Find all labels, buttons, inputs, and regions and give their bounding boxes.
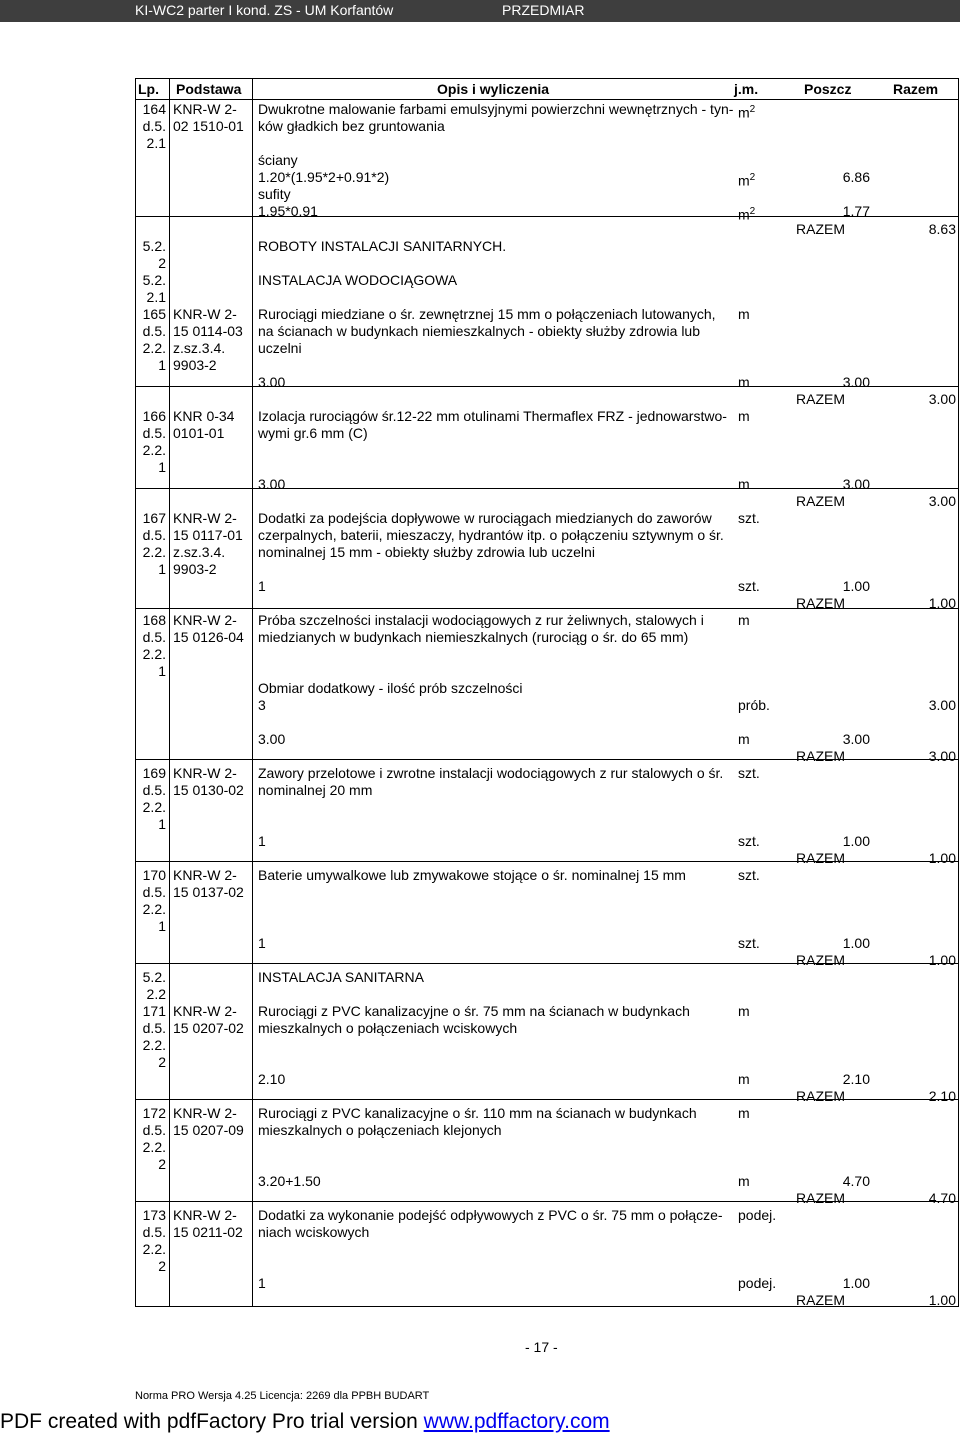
text-line: z.sz.3.4. (173, 340, 226, 356)
calc-unit: szt. (738, 935, 760, 951)
text-line: d.5. (142, 782, 166, 798)
text-line: Baterie umywalkowe lub zmywakowe stojące o śr. nominalnej 15 mm (258, 867, 686, 883)
text-line: 15 0117-01 (173, 527, 243, 543)
text-line: d.5. (142, 884, 166, 900)
razem-label: RAZEM (796, 391, 845, 407)
calc-unit: m (738, 731, 750, 747)
razem-value: 1.00 (928, 850, 956, 866)
calc-value: 1.00 (842, 578, 870, 594)
calc-lines (258, 152, 389, 220)
col-header-lp: Lp. (138, 81, 159, 97)
text-line: mieszkalnych o połączeniach wciskowych (258, 1020, 518, 1036)
document-type: PRZEDMIAR (502, 2, 585, 18)
text-line: KNR-W 2- (173, 510, 237, 526)
razem-label: RAZEM (796, 493, 845, 509)
text-line: Rurociągi miedziane o śr. zewnętrznej 15 mm o połączeniach lutowanych, (258, 306, 716, 322)
text-line: 165 (142, 306, 166, 322)
text-line: nominalnej 15 mm - obiekty służby zdrowia lub uczelni (258, 544, 595, 560)
calc-unit: podej. (738, 1275, 777, 1291)
text-line: 2 (158, 1156, 166, 1172)
calc-value: 4.70 (842, 1173, 870, 1189)
calc-unit: $m^2$ (738, 206, 756, 223)
calc-line: 1 (258, 935, 266, 951)
col-divider (252, 79, 253, 1306)
row-description (258, 1105, 697, 1139)
text-line: 173 (142, 1207, 166, 1223)
row-podstawa (173, 306, 243, 374)
row-lp (136, 306, 166, 374)
razem-value: 3.00 (928, 493, 956, 509)
razem-label: RAZEM (796, 748, 845, 764)
text-line: nominalnej 20 mm (258, 782, 373, 798)
row-unit: szt. (738, 765, 760, 781)
row-lp (136, 612, 166, 680)
row-description (258, 867, 686, 884)
calc-line: 3.00 (258, 731, 286, 747)
text-line: KNR-W 2- (173, 306, 237, 322)
text-line: Rurociągi z PVC kanalizacyjne o śr. 110 mm na ścianach w budynkach (258, 1105, 697, 1121)
text-line: 2 (158, 1258, 166, 1274)
row-lp (136, 765, 166, 833)
text-line: d.5. (142, 527, 166, 543)
razem-label: RAZEM (796, 595, 845, 611)
calc-value: 2.10 (842, 1071, 870, 1087)
row-podstawa (173, 408, 234, 442)
header-divider (136, 99, 958, 100)
col-header-razem: Razem (893, 81, 939, 97)
row-podstawa (173, 1003, 244, 1037)
calc-value: 1.77 (842, 203, 870, 219)
text-line: d.5. (142, 629, 166, 645)
text-line: d.5. (142, 1224, 166, 1240)
page-header (0, 0, 960, 22)
row-unit: m (738, 1105, 750, 1121)
text-line: 9903-2 (173, 357, 217, 373)
text-line: czerpalnych, baterii, mieszaczy, hydrantów itp. o połączeniu sztywnym o śr. (258, 527, 724, 543)
text-line: 164 (142, 101, 166, 117)
razem-label: RAZEM (796, 1190, 845, 1206)
text-line: 9903-2 (173, 561, 217, 577)
text-line: sufity (258, 186, 291, 202)
text-line: 2.2. (142, 646, 166, 662)
text-line: 5.2. (142, 969, 166, 985)
calc-unit: m (738, 476, 750, 492)
col-header-podstawa: Podstawa (176, 81, 242, 97)
text-line: mieszkalnych o połączeniach klejonych (258, 1122, 502, 1138)
text-line: Dodatki za wykonanie podejść odpływowych z PVC o śr. 75 mm o połącze- (258, 1207, 723, 1223)
text-line: 15 0126-04 (173, 629, 244, 645)
calc-unit: szt. (738, 578, 760, 594)
calc-value: 3.00 (842, 731, 870, 747)
text-line: miedzianych w budynkach niemieszkalnych (rurociąg o śr. do 65 mm) (258, 629, 689, 645)
calc-unit: m (738, 374, 750, 390)
text-line: 15 0211-02 (173, 1224, 243, 1240)
text-line: Próba szczelności instalacji wodociągowych z rur żeliwnych, stalowych i (258, 612, 704, 628)
section-title: INSTALACJA SANITARNA (258, 969, 424, 985)
text-line: 1.20*(1.95*2+0.91*2) (258, 169, 390, 185)
calc-line: 3.00 (258, 374, 286, 390)
text-line: PDF created with pdfFactory Pro trial version (0, 1410, 424, 1433)
razem-value: 4.70 (928, 1190, 956, 1206)
row-unit: szt. (738, 867, 760, 883)
text-line: wymi gr.6 mm (C) (258, 425, 368, 441)
text-line: 172 (142, 1105, 166, 1121)
calc-line: 1 (258, 1275, 266, 1291)
calc-line: 1 (258, 578, 266, 594)
text-line: 15 0137-02 (173, 884, 244, 900)
razem-value: 1.00 (928, 952, 956, 968)
text-line: 2.1 (146, 135, 166, 151)
razem-label: RAZEM (796, 221, 845, 237)
row-podstawa (173, 765, 244, 799)
row-podstawa (173, 1105, 244, 1139)
razem-label: RAZEM (796, 1292, 845, 1308)
text-line: 15 0114-03 (173, 323, 243, 339)
row-description (258, 765, 723, 799)
text-line: KNR 0-34 (173, 408, 235, 424)
razem-value: 2.10 (928, 1088, 956, 1104)
razem-value: 3.00 (928, 748, 956, 764)
row-lp (136, 867, 166, 935)
text-line: 15 0207-09 (173, 1122, 244, 1138)
col-header-jm: j.m. (734, 81, 759, 97)
text-line: 2.2 (146, 986, 166, 1002)
text-line: 5.2. (142, 238, 166, 254)
text-line: KNR-W 2- (173, 1105, 237, 1121)
text-line: 2.2. (142, 1037, 166, 1053)
text-line: 169 (142, 765, 166, 781)
text-line: KNR-W 2- (173, 1003, 237, 1019)
text-line: 171 (142, 1003, 166, 1019)
extra-measure-value: 3 (258, 697, 266, 713)
text-line: 1 (158, 357, 166, 373)
razem-label: RAZEM (796, 952, 845, 968)
calc-line: 3.20+1.50 (258, 1173, 321, 1189)
section-number (136, 969, 166, 1003)
razem-value: 1.00 (928, 595, 956, 611)
section-number (136, 238, 166, 272)
text-line: 2.2. (142, 340, 166, 356)
text-line: na ścianach w budynkach niemieszkalnych - obiekty służby zdrowia lub (258, 323, 700, 339)
text-line: 168 (142, 612, 166, 628)
text-line: 1 (158, 561, 166, 577)
row-description (258, 1003, 690, 1037)
section-title: INSTALACJA WODOCIĄGOWA (258, 272, 458, 288)
text-line: d.5. (142, 1122, 166, 1138)
row-description (258, 408, 727, 442)
text-line: ków gładkich bez gruntowania (258, 118, 445, 134)
text-line: 1 (158, 459, 166, 475)
row-podstawa (173, 612, 244, 646)
razem-label: RAZEM (796, 1088, 845, 1104)
row-description (258, 1207, 723, 1241)
text-line: ściany (258, 152, 298, 168)
text-line: z.sz.3.4. (173, 544, 226, 560)
section-title: ROBOTY INSTALACJI SANITARNYCH. (258, 238, 507, 254)
text-line: 2 (158, 1054, 166, 1070)
text-line: KNR-W 2- (173, 867, 237, 883)
row-unit: m (738, 1003, 750, 1019)
col-header-poszcz: Poszcz (804, 81, 852, 97)
extra-measure-result: 3.00 (928, 697, 956, 713)
calc-unit: m (738, 1173, 750, 1189)
text-line: d.5. (142, 323, 166, 339)
calc-value: 1.00 (842, 1275, 870, 1291)
razem-value: 1.00 (928, 1292, 956, 1308)
calc-value: 6.86 (842, 169, 870, 185)
row-podstawa (173, 101, 244, 135)
text-line: Dodatki za podejścia dopływowe w rurociągach miedzianych do zaworów (258, 510, 712, 526)
razem-label: RAZEM (796, 850, 845, 866)
calc-line: 1 (258, 833, 266, 849)
text-line: 02 1510-01 (173, 118, 244, 134)
calc-value: 1.00 (842, 833, 870, 849)
text-line: 2.1 (146, 289, 166, 305)
text-line: 1 (158, 816, 166, 832)
row-description (258, 510, 724, 561)
row-unit: m (738, 612, 750, 628)
pdf-watermark (0, 1410, 610, 1434)
row-podstawa (173, 510, 243, 578)
row-podstawa (173, 1207, 243, 1241)
text-line: Dwukrotne malowanie farbami emulsyjnymi powierzchni wewnętrznych - tyn- (258, 101, 734, 117)
extra-measure-unit: prób. (738, 697, 770, 713)
text-line: 2.2. (142, 1241, 166, 1257)
text-line: 166 (142, 408, 166, 424)
document-title: KI-WC2 parter I kond. ZS - UM Korfantów (135, 2, 394, 18)
text-line: 15 0130-02 (173, 782, 244, 798)
text-line: uczelni (258, 340, 302, 356)
row-unit: podej. (738, 1207, 777, 1223)
row-description (258, 306, 716, 357)
text-line: 5.2. (142, 272, 166, 288)
text-line: 2.2. (142, 901, 166, 917)
row-lp (136, 1105, 166, 1173)
calc-value: 1.00 (842, 935, 870, 951)
calc-unit: szt. (738, 833, 760, 849)
text-line: 15 0207-02 (173, 1020, 244, 1036)
text-line: KNR-W 2- (173, 1207, 237, 1223)
text-line: 1 (158, 663, 166, 679)
row-unit: szt. (738, 510, 760, 526)
text-line: KNR-W 2- (173, 765, 237, 781)
razem-value: 3.00 (928, 391, 956, 407)
text-line: d.5. (142, 425, 166, 441)
text-line: d.5. (142, 118, 166, 134)
text-line: Izolacja rurociągów śr.12-22 mm otulinami Thermaflex FRZ - jednowarstwo- (258, 408, 727, 424)
text-line: 167 (142, 510, 166, 526)
row-lp (136, 510, 166, 578)
text-line: 2.2. (142, 1139, 166, 1155)
row-description (258, 612, 704, 646)
row-lp (136, 101, 166, 152)
license-note: Norma PRO Wersja 4.25 Licencja: 2269 dla PPBH BUDART (135, 1390, 430, 1402)
page-number: - 17 - (525, 1339, 558, 1355)
calc-value: 3.00 (842, 476, 870, 492)
text-line: Rurociągi z PVC kanalizacyjne o śr. 75 mm na ścianach w budynkach (258, 1003, 690, 1019)
col-divider (169, 79, 170, 1306)
calc-line: 3.00 (258, 476, 286, 492)
calc-unit: $m^2$ (738, 172, 756, 189)
row-podstawa (173, 867, 244, 901)
calc-unit: m (738, 1071, 750, 1087)
text-line: 2.2. (142, 442, 166, 458)
text-line: KNR-W 2- (173, 101, 237, 117)
row-lp (136, 408, 166, 476)
row-lp (136, 1207, 166, 1275)
row-unit: $m^2$ (738, 104, 756, 121)
row-lp (136, 1003, 166, 1071)
text-line: d.5. (142, 1020, 166, 1036)
text-line: 170 (142, 867, 166, 883)
col-header-opis: Opis i wyliczenia (437, 81, 550, 97)
text-line: 2 (158, 255, 166, 271)
text-line: 1 (158, 918, 166, 934)
text-line: Zawory przelotowe i zwrotne instalacji wodociągowych z rur stalowych o śr. (258, 765, 724, 781)
text-line: niach wciskowych (258, 1224, 370, 1240)
row-description (258, 101, 733, 135)
section-number (136, 272, 166, 306)
text-line: 1.95*0.91 (258, 203, 318, 219)
calc-line: 2.10 (258, 1071, 286, 1087)
razem-value: 8.63 (928, 221, 956, 237)
text-line: 0101-01 (173, 425, 225, 441)
row-unit: m (738, 408, 750, 424)
extra-measure-label: Obmiar dodatkowy - ilość prób szczelności (258, 680, 523, 696)
calc-value: 3.00 (842, 374, 870, 390)
pdffactory-link[interactable]: www.pdffactory.com (423, 1410, 610, 1433)
text-line: 2.2. (142, 544, 166, 560)
row-unit: m (738, 306, 750, 322)
text-line: KNR-W 2- (173, 612, 237, 628)
text-line: 2.2. (142, 799, 166, 815)
